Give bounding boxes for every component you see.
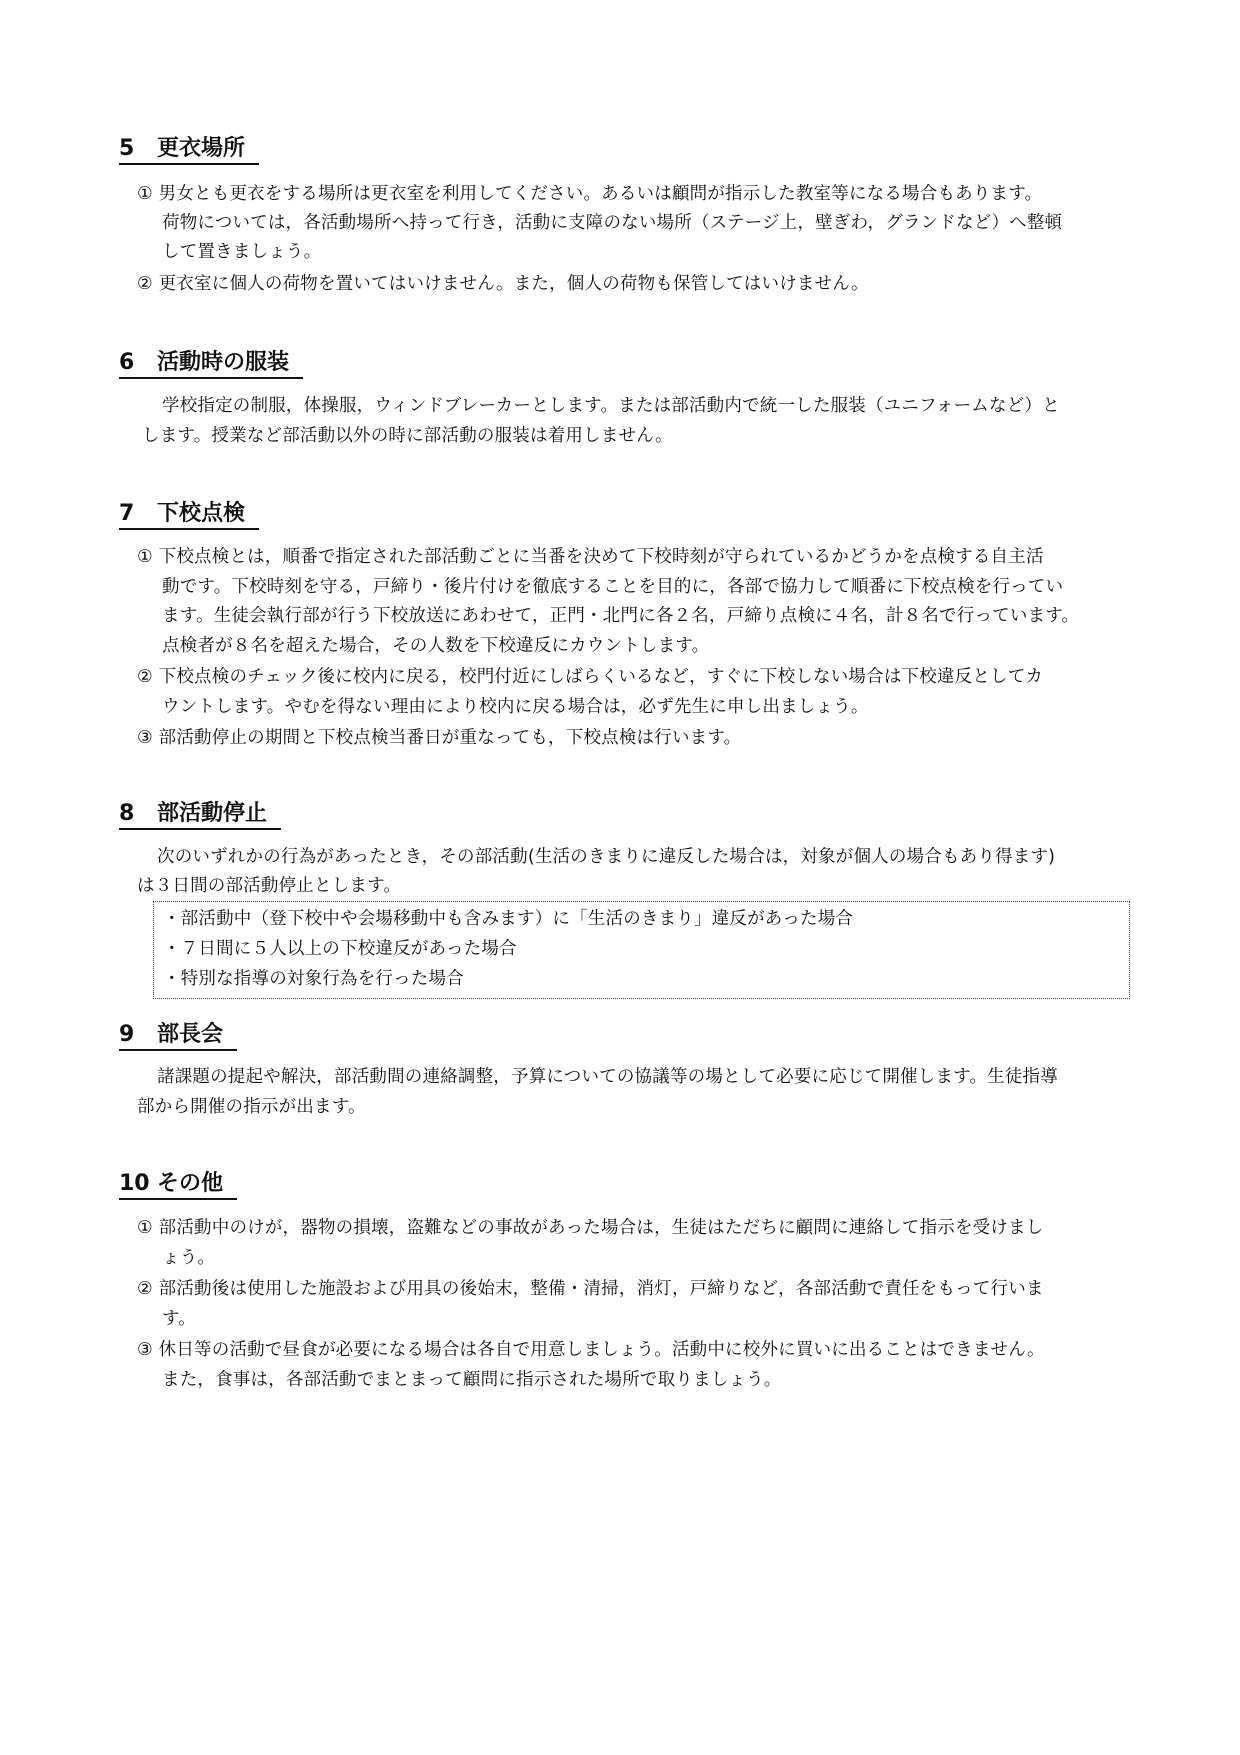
body-line: ょう。 <box>162 1248 216 1268</box>
section-number: 10 <box>119 1171 150 1196</box>
section-heading-8 <box>119 800 281 830</box>
body-line: ① 男女とも更衣をする場所は更衣室を利用してください。あるいは顧問が指示した教室等になる場合もあります。 <box>137 184 1043 204</box>
body-line: ます。生徒会執行部が行う下校放送にあわせて，正門・北門に各２名，戸締り点検に４名，計８名で行っています。 <box>162 606 1080 626</box>
section-title: 部活動停止 <box>157 801 268 826</box>
box-line: ・部活動中（登下校中や会場移動中も含みます）に「生活のきまり」違反があった場合 <box>163 909 854 929</box>
section-number: 5 <box>119 136 135 161</box>
body-line: ② 更衣室に個人の荷物を置いてはいけません。また，個人の荷物も保管してはいけません。 <box>137 274 869 294</box>
section-number: 7 <box>119 501 135 526</box>
body-line: また，食事は，各部活動でまとまって顧問に指示された場所で取りましょう。 <box>162 1370 782 1390</box>
body-line: 動です。下校時刻を守る，戸締り・後片付けを徹底することを目的に，各部で協力して順番に下校点検を行ってい <box>162 577 1064 597</box>
section-heading-7 <box>119 500 259 530</box>
body-line: します。授業など部活動以外の時に部活動の服装は着用しません。 <box>142 426 673 446</box>
section-title: 下校点検 <box>157 501 246 526</box>
body-line: ② 部活動後は使用した施設および用具の後始末，整備・清掃，消灯，戸締りなど，各部活動で責任をもって行いま <box>137 1279 1044 1299</box>
body-line: す。 <box>162 1309 196 1329</box>
body-line: ウントします。やむを得ない理由により校内に戻る場合は，必ず先生に申し出ましょう。 <box>162 697 869 717</box>
body-line: ① 下校点検とは，順番で指定された部活動ごとに当番を決めて下校時刻が守られているかどうかを点検する自主活 <box>137 547 1044 567</box>
body-line: ③ 休日等の活動で昼食が必要になる場合は各自で用意しましょう。活動中に校外に買いに出ることはできません。 <box>137 1340 1045 1360</box>
section-heading-5 <box>119 135 259 165</box>
section-heading-6 <box>119 349 303 379</box>
body-line: 次のいずれかの行為があったとき，その部活動(生活のきまりに違反した場合は，対象が個人の場合もあり得ます) <box>157 847 1056 867</box>
body-line: ① 部活動中のけが，器物の損壊，盗難などの事故があった場合は，生徒はただちに顧問に連絡して指示を受けまし <box>137 1218 1044 1238</box>
section-title: その他 <box>157 1171 224 1196</box>
body-line: は３日間の部活動停止とします。 <box>137 876 402 896</box>
body-line: 諸課題の提起や解決，部活動間の連絡調整，予算についての協議等の場として必要に応じて開催します。生徒指導 <box>157 1067 1058 1087</box>
section-number: 6 <box>119 350 135 375</box>
section-number: 9 <box>119 1022 135 1047</box>
body-line: 学校指定の制服，体操服，ウィンドブレーカーとします。または部活動内で統一した服装（ユニフォームなど）と <box>162 396 1060 416</box>
section-title: 更衣場所 <box>157 136 246 161</box>
box-line: ・７日間に５人以上の下校違反があった場合 <box>163 939 517 959</box>
body-line: して置きましょう。 <box>162 242 322 262</box>
body-line: 荷物については，各活動場所へ持って行き，活動に支障のない場所（ステージ上，壁ぎわ，グランドなど）へ整頓 <box>162 213 1063 233</box>
body-line: 部から開催の指示が出ます。 <box>137 1097 366 1117</box>
box-line: ・特別な指導の対象行為を行った場合 <box>163 969 464 989</box>
body-line: ② 下校点検のチェック後に校内に戻る，校門付近にしばらくいるなど，すぐに下校しない場合は下校違反としてカ <box>137 667 1044 687</box>
section-heading-9 <box>119 1021 237 1051</box>
section-title: 活動時の服装 <box>157 350 290 375</box>
section-heading-10 <box>119 1170 237 1200</box>
section-title: 部長会 <box>157 1022 224 1047</box>
section-number: 8 <box>119 801 135 826</box>
body-line: 点検者が８名を超えた場合，その人数を下校違反にカウントします。 <box>162 636 710 656</box>
body-line: ③ 部活動停止の期間と下校点検当番日が重なっても，下校点検は行います。 <box>137 728 742 748</box>
